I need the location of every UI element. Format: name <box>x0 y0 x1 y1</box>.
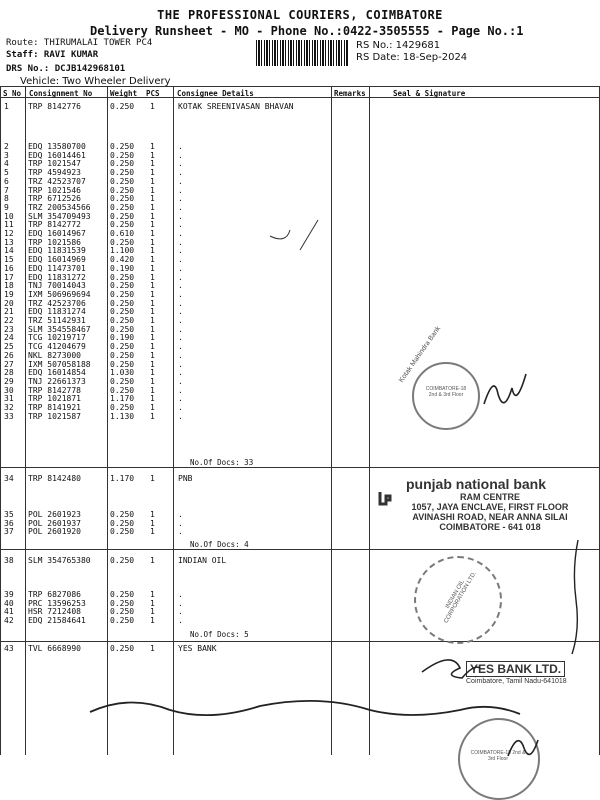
row-no: EDQ 11831539 <box>28 246 86 256</box>
row-no: TRP 6827086 <box>28 590 81 599</box>
consignee-dot: . <box>178 333 183 343</box>
yes-bank-stamp <box>466 660 596 685</box>
row-wt: 1.030 <box>110 368 135 378</box>
row-sno: 36 <box>4 518 14 528</box>
col-divider <box>331 87 332 755</box>
row-wt: 0.250 <box>110 194 135 204</box>
row-pcs: 1 <box>150 644 155 653</box>
row-no: TCG 41204679 <box>28 342 86 352</box>
row-sno: 19 <box>4 289 14 299</box>
consignee-name: KOTAK SREENIVASAN BHAVAN <box>178 102 294 111</box>
row-pcs: 1 <box>150 598 155 608</box>
row-sno: 39 <box>4 590 14 599</box>
staff-label: Staff: RAVI KUMAR <box>6 50 99 60</box>
row-wt: 0.250 <box>110 150 135 160</box>
row-wt: 0.250 <box>110 159 135 169</box>
col-header-pcs: PCS <box>146 89 160 98</box>
row-pcs: 1 <box>150 237 155 247</box>
row-sno: 34 <box>4 474 14 483</box>
row-no: PRC 13596253 <box>28 598 86 608</box>
row-wt: 0.250 <box>110 142 135 151</box>
row-pcs: 1 <box>150 556 155 565</box>
consignee-dot: . <box>178 385 183 395</box>
pnb-line: RAM CENTRE <box>460 492 520 502</box>
row-sno: 1 <box>4 102 9 111</box>
row-wt: 0.250 <box>110 359 135 369</box>
row-wt: 0.250 <box>110 324 135 334</box>
row-no: SLM 354765380 <box>28 556 91 565</box>
row-no: POL 2601920 <box>28 527 81 537</box>
row-no: TRZ 200534566 <box>28 202 91 212</box>
row-wt: 0.250 <box>110 307 135 317</box>
indian-oil-stamp <box>414 556 502 644</box>
row-no: EDQ 16014969 <box>28 255 86 265</box>
consignee-dot: . <box>178 376 183 386</box>
row-no: TRP 8142776 <box>28 102 81 111</box>
row-pcs: 1 <box>150 185 155 195</box>
row-sno: 21 <box>4 307 14 317</box>
row-pcs: 1 <box>150 527 155 537</box>
row-no: TRP 8142480 <box>28 474 81 483</box>
consignee-dot: . <box>178 229 183 238</box>
kotak-stamp-inner: COIMBATORE-18 2nd & 3rd Floor <box>470 750 526 762</box>
consignee-dot: . <box>178 237 183 247</box>
row-sno: 13 <box>4 237 14 247</box>
row-wt: 0.250 <box>110 376 135 386</box>
col-divider <box>25 87 26 755</box>
row-sno: 33 <box>4 411 14 421</box>
group-divider <box>1 467 599 468</box>
row-no: TRP 8141921 <box>28 403 81 412</box>
row-wt: 0.190 <box>110 263 135 273</box>
row-pcs: 1 <box>150 150 155 160</box>
row-wt: 0.250 <box>110 289 135 299</box>
row-pcs: 1 <box>150 142 155 151</box>
row-sno: 28 <box>4 368 14 378</box>
row-pcs: 1 <box>150 342 155 352</box>
row-no: TRZ 51142931 <box>28 316 86 325</box>
runsheet-table <box>0 86 600 755</box>
row-pcs: 1 <box>150 333 155 343</box>
row-sno: 15 <box>4 255 14 265</box>
route-label: Route: THIRUMALAI TOWER PC4 <box>6 38 153 48</box>
consignee-dot: . <box>178 159 183 169</box>
row-no: EDQ 16014461 <box>28 150 86 160</box>
row-pcs: 1 <box>150 403 155 412</box>
row-sno: 10 <box>4 211 14 221</box>
row-pcs: 1 <box>150 607 155 617</box>
row-wt: 0.250 <box>110 350 135 360</box>
row-pcs: 1 <box>150 289 155 299</box>
row-sno: 41 <box>4 607 14 617</box>
consignee-dot: . <box>178 342 183 352</box>
row-no: TRP 1021871 <box>28 394 81 404</box>
row-no: TRZ 42523706 <box>28 298 86 308</box>
consignee-dot: . <box>178 194 183 204</box>
vehicle-label: Vehicle: Two Wheeler Delivery <box>20 76 171 87</box>
consignee-dot: . <box>178 202 183 212</box>
row-wt: 0.420 <box>110 255 135 265</box>
row-no: EDQ 11831274 <box>28 307 86 317</box>
consignee-dot: . <box>178 316 183 325</box>
consignee-name: YES BANK <box>178 644 217 653</box>
row-wt: 1.100 <box>110 246 135 256</box>
row-pcs: 1 <box>150 281 155 291</box>
row-pcs: 1 <box>150 272 155 282</box>
col-divider <box>173 87 174 755</box>
consignee-dot: . <box>178 298 183 308</box>
consignee-dot: . <box>178 394 183 404</box>
rs-date: RS Date: 18-Sep-2024 <box>356 52 468 63</box>
row-wt: 0.190 <box>110 333 135 343</box>
consignee-dot: . <box>178 590 183 599</box>
row-wt: 0.250 <box>110 616 135 626</box>
consignee-dot: . <box>178 176 183 186</box>
consignee-dot: . <box>178 510 183 519</box>
row-wt: 0.250 <box>110 556 135 565</box>
row-sno: 40 <box>4 598 14 608</box>
row-sno: 17 <box>4 272 14 282</box>
row-no: EDQ 11831272 <box>28 272 86 282</box>
row-sno: 22 <box>4 316 14 325</box>
row-wt: 0.250 <box>110 176 135 186</box>
row-no: TRP 6712526 <box>28 194 81 204</box>
row-wt: 0.250 <box>110 202 135 212</box>
row-wt: 1.170 <box>110 394 135 404</box>
row-pcs: 1 <box>150 246 155 256</box>
pnb-logo-icon <box>378 490 404 508</box>
runsheet-title: Delivery Runsheet - MO - Phone No.:0422-3505555 - Page No.:1 <box>90 24 524 38</box>
row-sno: 26 <box>4 350 14 360</box>
row-sno: 37 <box>4 527 14 537</box>
row-pcs: 1 <box>150 474 155 483</box>
row-pcs: 1 <box>150 411 155 421</box>
row-no: SLM 354709493 <box>28 211 91 221</box>
row-sno: 12 <box>4 229 14 238</box>
pnb-stamp <box>380 476 600 532</box>
row-sno: 29 <box>4 376 14 386</box>
row-pcs: 1 <box>150 298 155 308</box>
row-no: TRZ 42523707 <box>28 176 86 186</box>
consignee-dot: . <box>178 411 183 421</box>
row-pcs: 1 <box>150 590 155 599</box>
row-no: EDQ 11473701 <box>28 263 86 273</box>
pnb-line: AVINASHI ROAD, NEAR ANNA SILAI <box>412 512 568 522</box>
row-no: TCG 10219717 <box>28 333 86 343</box>
consignee-dot: . <box>178 168 183 178</box>
row-pcs: 1 <box>150 102 155 111</box>
consignee-dot: . <box>178 272 183 282</box>
kotak-stamp-bottom <box>458 718 540 800</box>
consignee-dot: . <box>178 142 183 151</box>
row-sno: 27 <box>4 359 14 369</box>
row-sno: 5 <box>4 168 9 178</box>
consignee-dot: . <box>178 220 183 230</box>
drs-label: DRS No.: DCJB142968101 <box>6 64 126 74</box>
row-wt: 1.170 <box>110 474 135 483</box>
row-no: HSR 7212408 <box>28 607 81 617</box>
col-header-sno: S No <box>3 89 22 98</box>
row-pcs: 1 <box>150 159 155 169</box>
row-sno: 20 <box>4 298 14 308</box>
company-title: THE PROFESSIONAL COURIERS, COIMBATORE <box>157 8 443 22</box>
row-wt: 0.250 <box>110 185 135 195</box>
row-no: EDQ 21584641 <box>28 616 86 626</box>
row-sno: 43 <box>4 644 14 653</box>
row-wt: 0.250 <box>110 298 135 308</box>
row-sno: 16 <box>4 263 14 273</box>
consignee-dot: . <box>178 281 183 291</box>
consignee-dot: . <box>178 607 183 617</box>
row-wt: 0.250 <box>110 644 135 653</box>
pnb-line: 1057, JAYA ENCLAVE, FIRST FLOOR <box>411 502 569 512</box>
row-wt: 0.250 <box>110 168 135 178</box>
row-wt: 0.250 <box>110 237 135 247</box>
row-sno: 14 <box>4 246 14 256</box>
row-no: TRP 1021546 <box>28 185 81 195</box>
col-header-consignment: Consignment No <box>29 89 93 98</box>
consignee-dot: . <box>178 150 183 160</box>
row-pcs: 1 <box>150 255 155 265</box>
consignee-dot: . <box>178 350 183 360</box>
pnb-name: punjab national bank <box>406 476 547 492</box>
row-no: EDQ 13580700 <box>28 142 86 151</box>
consignee-dot: . <box>178 289 183 299</box>
barcode <box>256 40 348 66</box>
row-no: TRP 8142778 <box>28 385 81 395</box>
consignee-name: PNB <box>178 474 193 483</box>
row-sno: 30 <box>4 385 14 395</box>
row-no: TRP 1021587 <box>28 411 81 421</box>
row-no: TVL 6668990 <box>28 644 81 653</box>
row-wt: 0.250 <box>110 220 135 230</box>
consignee-dot: . <box>178 185 183 195</box>
row-wt: 0.250 <box>110 385 135 395</box>
row-pcs: 1 <box>150 211 155 221</box>
pnb-line: COIMBATORE - 641 018 <box>439 522 541 532</box>
kotak-stamp-inner: COIMBATORE-18 2nd & 3rd Floor <box>425 386 467 398</box>
consignee-dot: . <box>178 518 183 528</box>
row-wt: 0.250 <box>110 211 135 221</box>
row-pcs: 1 <box>150 263 155 273</box>
row-pcs: 1 <box>150 316 155 325</box>
row-wt: 0.250 <box>110 590 135 599</box>
row-pcs: 1 <box>150 394 155 404</box>
row-pcs: 1 <box>150 518 155 528</box>
consignee-dot: . <box>178 211 183 221</box>
row-sno: 35 <box>4 510 14 519</box>
row-pcs: 1 <box>150 385 155 395</box>
consignee-dot: . <box>178 598 183 608</box>
docs-count: No.Of Docs: 33 <box>190 458 254 467</box>
docs-count: No.Of Docs: 5 <box>190 630 249 639</box>
row-no: TRP 8142772 <box>28 220 81 230</box>
row-no: POL 2601937 <box>28 518 81 528</box>
row-wt: 0.610 <box>110 229 135 238</box>
row-wt: 0.250 <box>110 510 135 519</box>
col-divider <box>107 87 108 755</box>
row-no: IXM 507058188 <box>28 359 91 369</box>
col-header-weight: Weight <box>110 89 138 98</box>
consignee-dot: . <box>178 403 183 412</box>
row-no: TNJ 22661373 <box>28 376 86 386</box>
row-no: IXM 506969694 <box>28 289 91 299</box>
row-sno: 9 <box>4 202 9 212</box>
row-wt: 0.250 <box>110 607 135 617</box>
row-pcs: 1 <box>150 510 155 519</box>
row-pcs: 1 <box>150 616 155 626</box>
row-sno: 42 <box>4 616 14 626</box>
row-wt: 0.250 <box>110 281 135 291</box>
row-sno: 31 <box>4 394 14 404</box>
row-pcs: 1 <box>150 350 155 360</box>
row-pcs: 1 <box>150 202 155 212</box>
row-no: POL 2601923 <box>28 510 81 519</box>
row-no: TRP 1021586 <box>28 237 81 247</box>
row-wt: 0.250 <box>110 102 135 111</box>
row-sno: 25 <box>4 342 14 352</box>
col-divider <box>369 87 370 755</box>
kotak-stamp-text: Kotak Mahindra Bank <box>398 325 443 385</box>
kotak-stamp <box>412 362 480 430</box>
consignee-dot: . <box>178 324 183 334</box>
row-wt: 0.250 <box>110 272 135 282</box>
row-pcs: 1 <box>150 376 155 386</box>
row-pcs: 1 <box>150 324 155 334</box>
yes-bank-address: Coimbatore, Tamil Nadu-641018 <box>466 678 567 685</box>
consignee-dot: . <box>178 527 183 537</box>
row-sno: 18 <box>4 281 14 291</box>
row-pcs: 1 <box>150 359 155 369</box>
consignee-dot: . <box>178 255 183 265</box>
consignee-dot: . <box>178 359 183 369</box>
row-pcs: 1 <box>150 168 155 178</box>
consignee-dot: . <box>178 246 183 256</box>
row-sno: 24 <box>4 333 14 343</box>
row-pcs: 1 <box>150 220 155 230</box>
row-wt: 0.250 <box>110 316 135 325</box>
row-no: SLM 354558467 <box>28 324 91 334</box>
row-wt: 0.250 <box>110 342 135 352</box>
row-wt: 0.250 <box>110 518 135 528</box>
row-pcs: 1 <box>150 368 155 378</box>
row-no: EDQ 16014854 <box>28 368 86 378</box>
row-pcs: 1 <box>150 194 155 204</box>
row-wt: 0.250 <box>110 598 135 608</box>
row-no: TRP 4594923 <box>28 168 81 178</box>
consignee-dot: . <box>178 263 183 273</box>
row-sno: 11 <box>4 220 14 230</box>
row-no: TNJ 70014043 <box>28 281 86 291</box>
row-wt: 0.250 <box>110 527 135 537</box>
row-pcs: 1 <box>150 229 155 238</box>
row-wt: 0.250 <box>110 403 135 412</box>
row-no: TRP 1021547 <box>28 159 81 169</box>
group-divider <box>1 641 599 642</box>
consignee-dot: . <box>178 368 183 378</box>
row-no: NKL 8273000 <box>28 350 81 360</box>
docs-count: No.Of Docs: 4 <box>190 540 249 549</box>
row-sno: 23 <box>4 324 14 334</box>
row-sno: 38 <box>4 556 14 565</box>
rs-number: RS No.: 1429681 <box>356 40 441 51</box>
row-pcs: 1 <box>150 307 155 317</box>
col-header-remarks: Remarks <box>334 89 366 98</box>
row-sno: 3 <box>4 150 9 160</box>
yes-bank-name: YES BANK LTD. <box>466 661 565 677</box>
row-wt: 1.130 <box>110 411 135 421</box>
indian-oil-stamp-text: INDIAN OIL CORPORATION LTD. <box>443 570 478 625</box>
group-divider <box>1 549 599 550</box>
col-header-consignee: Consignee Details <box>177 89 254 98</box>
row-sno: 8 <box>4 194 9 204</box>
row-sno: 2 <box>4 142 9 151</box>
consignee-dot: . <box>178 307 183 317</box>
row-no: EDQ 16014967 <box>28 229 86 238</box>
consignee-dot: . <box>178 616 183 626</box>
consignee-name: INDIAN OIL <box>178 556 227 565</box>
row-sno: 32 <box>4 403 14 412</box>
row-sno: 4 <box>4 159 9 169</box>
row-sno: 6 <box>4 176 9 186</box>
row-pcs: 1 <box>150 176 155 186</box>
row-sno: 7 <box>4 185 9 195</box>
col-header-signature: Seal & Signature <box>393 89 466 98</box>
